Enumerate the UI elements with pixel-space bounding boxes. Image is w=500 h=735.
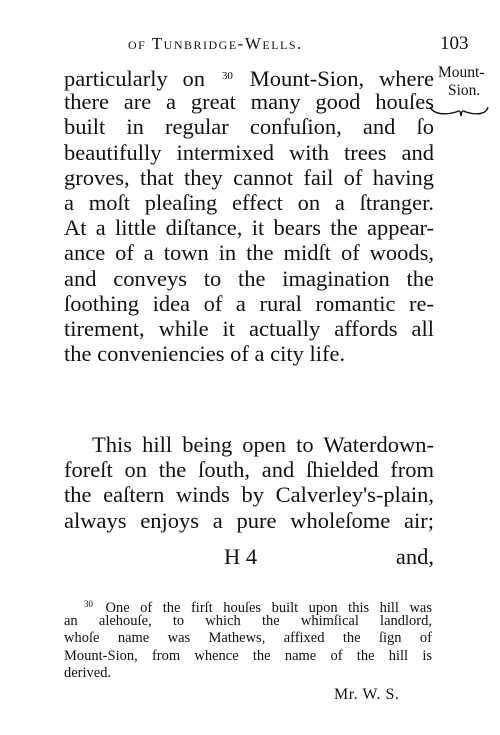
text-line: At a little diſtance, it bears the appear- xyxy=(64,215,434,241)
footnote-line: an alehouſe, to which the whimſical landlord, xyxy=(64,613,432,630)
footnote-line: Mount-Sion, from whence the name of the hill is xyxy=(64,647,432,664)
marginal-note-line: Mount- xyxy=(438,64,485,81)
footnote xyxy=(64,596,432,682)
text-line: ſoothing idea of a rural romantic re- xyxy=(64,290,434,316)
catchword: and, xyxy=(395,544,434,569)
paragraph-2 xyxy=(64,432,434,533)
footnote-marker: 30 xyxy=(84,599,93,609)
page-number: 103 xyxy=(440,33,469,54)
running-head: of Tunbridge-Wells. xyxy=(128,34,303,53)
marginal-brace-icon xyxy=(428,104,490,118)
text-line: beautifully intermixed with trees and xyxy=(64,139,434,165)
text-line: there are a great many good houſes xyxy=(64,89,434,115)
text-line: and conveys to the imagination the xyxy=(64,265,434,291)
footnote-attribution: Mr. W. S. xyxy=(334,686,400,703)
signature-mark: H 4 xyxy=(224,544,258,569)
text-line: the eaſtern winds by Calverley's-plain, xyxy=(64,482,434,508)
paragraph-1 xyxy=(64,64,434,366)
footnote-line: $^{30}$ One of the firſt houſes built upon this hill was xyxy=(84,599,433,616)
text-line: This hill being open to Waterdown- xyxy=(92,432,434,457)
footnote-line: whoſe name was Mathews, affixed the ſign of xyxy=(64,630,432,647)
text-line: groves, that they cannot fail of having xyxy=(64,164,434,190)
text-line: built in regular confuſion, and ſo xyxy=(64,114,434,140)
text-line: tirement, while it actually affords all xyxy=(64,315,434,341)
text-line: foreſt on the ſouth, and ſhielded from xyxy=(64,457,434,483)
marginal-note xyxy=(438,64,496,100)
text-line: particularly on $^{30}$ Mount-Sion, where xyxy=(64,66,434,91)
text-line: a moſt pleaſing effect on a ſtranger. xyxy=(64,189,434,215)
text-line: ance of a town in the midſt of woods, xyxy=(64,240,434,266)
footnote-line: derived. xyxy=(64,664,112,681)
marginal-note-line: Sion. xyxy=(448,82,481,99)
footnote-reference: 30 xyxy=(221,70,233,82)
text-line: the conveniencies of a city life. xyxy=(64,341,346,367)
text-line: always enjoys a pure wholeſome air; xyxy=(64,507,434,533)
signature-line xyxy=(64,544,434,570)
